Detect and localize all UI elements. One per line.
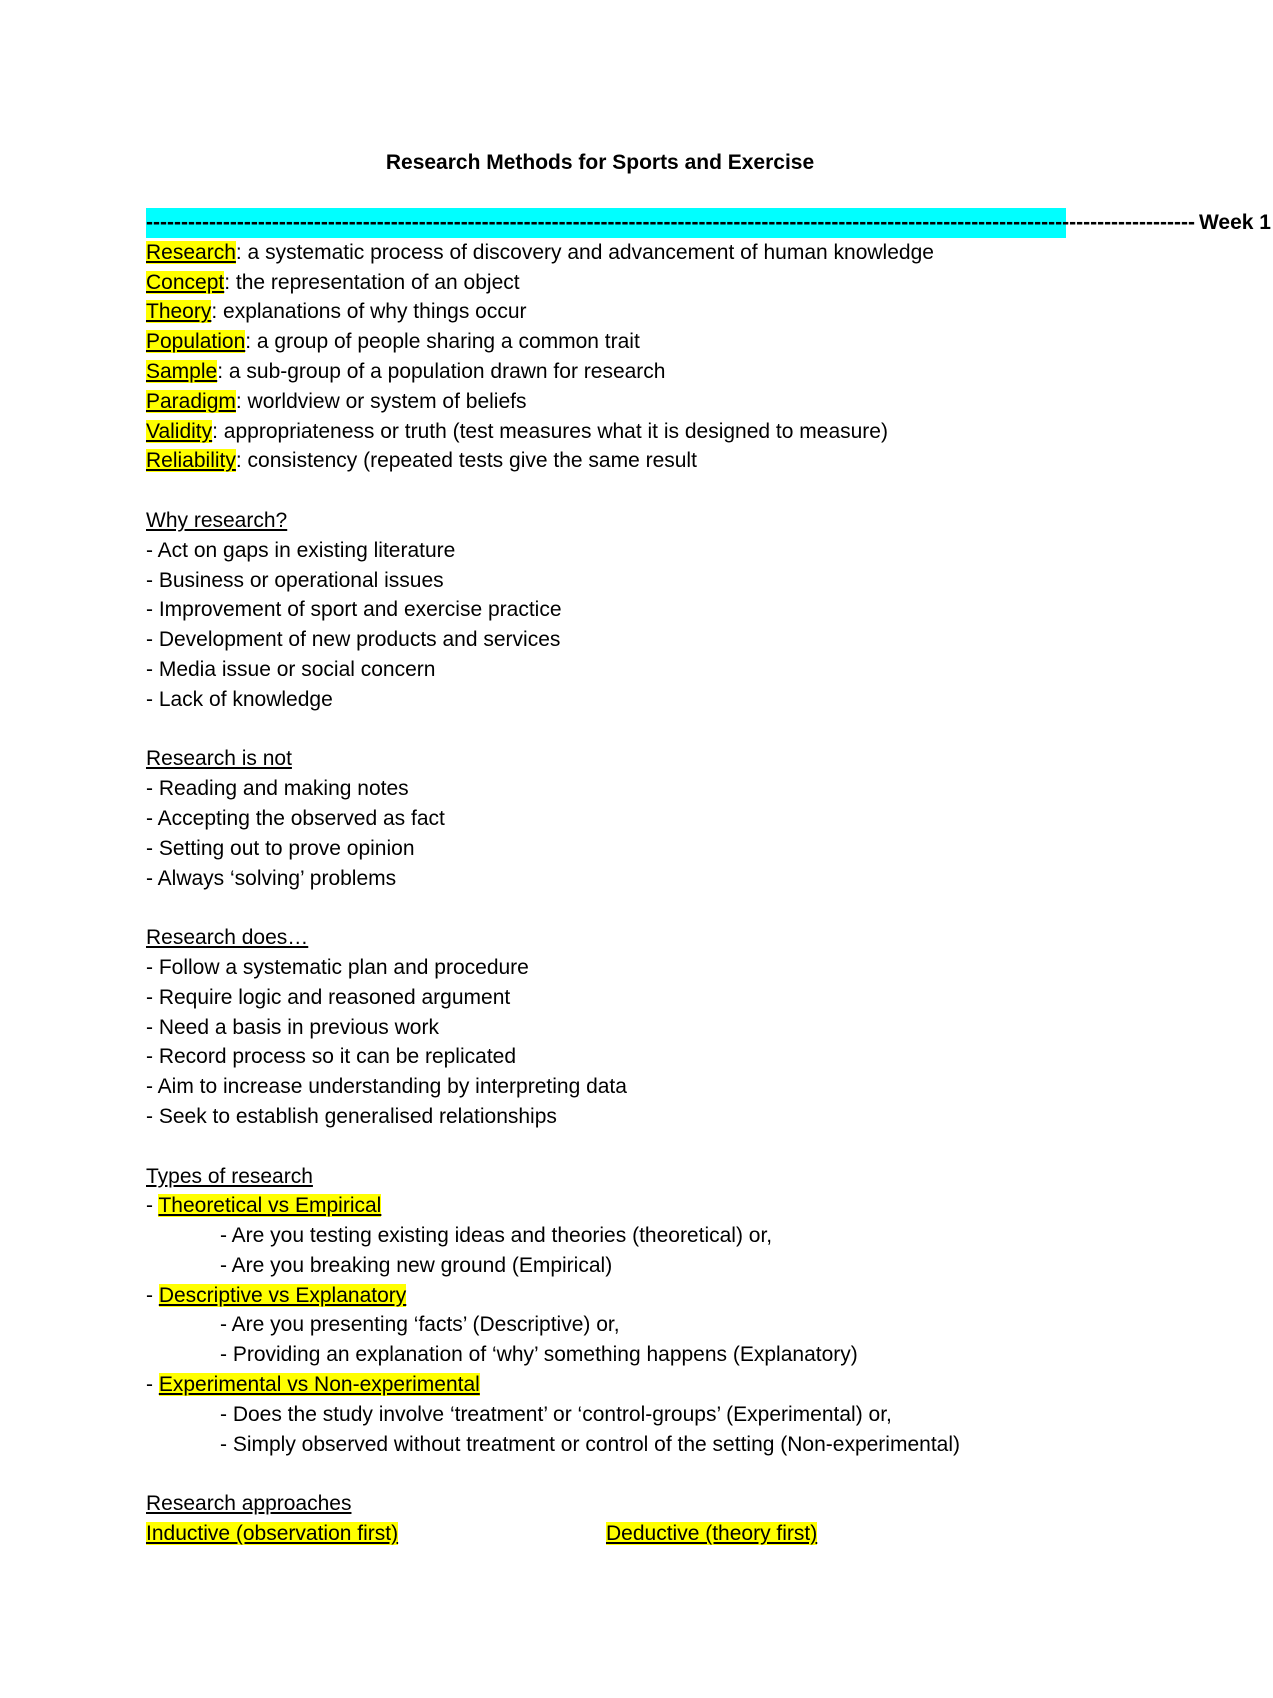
list-item: - Setting out to prove opinion: [146, 836, 415, 860]
definition-term: Paradigm: [146, 389, 236, 413]
type-subitem: - Does the study involve ‘treatment’ or ‘control-groups’ (Experimental) or,: [220, 1402, 892, 1426]
definition-term: Validity: [146, 419, 213, 443]
approaches-row: [146, 1519, 1066, 1549]
list-item: - Follow a systematic plan and procedure: [146, 955, 529, 979]
week-header-label: Week 1: [1198, 211, 1271, 234]
approach-inductive-col: [146, 1519, 606, 1549]
list-item: - Lack of knowledge: [146, 687, 333, 711]
definition-item: [146, 327, 1066, 357]
list-item: - Require logic and reasoned argument: [146, 985, 511, 1009]
definition-item: [146, 238, 1066, 268]
section-heading-research-is-not: Research is not: [146, 747, 292, 771]
type-prefix: -: [146, 1194, 159, 1218]
type-group-label: [146, 1191, 1066, 1221]
list-item: - Reading and making notes: [146, 777, 409, 801]
type-subitem: - Providing an explanation of ‘why’ something happens (Explanatory): [220, 1343, 858, 1367]
section-heading-types-of-research: Types of research: [146, 1164, 313, 1188]
list-item: - Business or operational issues: [146, 568, 444, 592]
week-header-dashes: ------------------------------------------------------------------------------------------------------------------------------------------------------: [146, 211, 1195, 234]
type-label: Theoretical vs Empirical: [158, 1194, 382, 1218]
definition-item: [146, 297, 1066, 327]
type-label: Descriptive vs Explanatory: [158, 1283, 407, 1307]
list-item: - Aim to increase understanding by interpreting data: [146, 1075, 627, 1099]
type-subitem: - Are you testing existing ideas and theories (theoretical) or,: [220, 1224, 773, 1248]
definition-term: Reliability: [146, 449, 236, 473]
definition-text: : appropriateness or truth (test measures what it is designed to measure): [212, 419, 888, 443]
definition-text: : a systematic process of discovery and advancement of human knowledge: [235, 240, 934, 264]
definition-text: : a sub-group of a population drawn for research: [217, 359, 666, 383]
type-prefix: -: [146, 1373, 159, 1397]
definition-term: Research: [146, 240, 236, 264]
definition-term: Concept: [146, 270, 225, 294]
definition-term: Theory: [146, 300, 212, 324]
type-group-label: [146, 1281, 1066, 1311]
list-item: - Accepting the observed as fact: [146, 806, 445, 830]
approach-deductive: Deductive (theory first): [606, 1522, 818, 1546]
section-heading-research-does: Research does…: [146, 926, 309, 950]
spacer: [146, 476, 1066, 506]
spacer: [146, 715, 1066, 745]
definition-text: : worldview or system of beliefs: [235, 389, 527, 413]
type-group-label: [146, 1370, 1066, 1400]
definition-term: Sample: [146, 359, 218, 383]
document-title: Research Methods for Sports and Exercise: [385, 151, 815, 174]
list-item: - Act on gaps in existing literature: [146, 538, 456, 562]
week-header-bar: [146, 208, 1271, 238]
type-subitem: - Are you breaking new ground (Empirical): [220, 1253, 613, 1277]
approach-inductive: Inductive (observation first): [146, 1522, 399, 1546]
spacer: [146, 1132, 1066, 1162]
type-subitem: - Are you presenting ‘facts’ (Descriptive) or,: [220, 1313, 620, 1337]
list-item: - Development of new products and services: [146, 628, 561, 652]
definition-text: : the representation of an object: [224, 270, 520, 294]
list-item: - Record process so it can be replicated: [146, 1045, 517, 1069]
spacer: [146, 893, 1066, 923]
definition-item: [146, 357, 1066, 387]
definition-text: : consistency (repeated tests give the same result: [235, 449, 697, 473]
list-item: - Need a basis in previous work: [146, 1015, 439, 1039]
list-item: - Seek to establish generalised relationships: [146, 1104, 557, 1128]
document-body: [146, 208, 1271, 1549]
type-prefix: -: [146, 1283, 159, 1307]
section-heading-research-approaches: Research approaches: [146, 1492, 352, 1516]
approach-deductive-col: [606, 1519, 817, 1549]
type-label: Experimental vs Non-experimental: [158, 1373, 480, 1397]
spacer: [146, 1459, 1066, 1489]
type-subitem: - Simply observed without treatment or control of the setting (Non-experimental): [220, 1432, 960, 1456]
definition-item: [146, 387, 1066, 417]
list-item: - Media issue or social concern: [146, 657, 436, 681]
definition-item: [146, 268, 1066, 298]
definition-item: [146, 417, 1066, 447]
definition-term: Population: [146, 330, 246, 354]
list-item: - Improvement of sport and exercise practice: [146, 598, 562, 622]
section-heading-why-research: Why research?: [146, 508, 288, 532]
definition-item: [146, 446, 1066, 476]
list-item: - Always ‘solving’ problems: [146, 866, 397, 890]
definition-text: : explanations of why things occur: [211, 300, 527, 324]
definition-text: : a group of people sharing a common trait: [245, 330, 640, 354]
